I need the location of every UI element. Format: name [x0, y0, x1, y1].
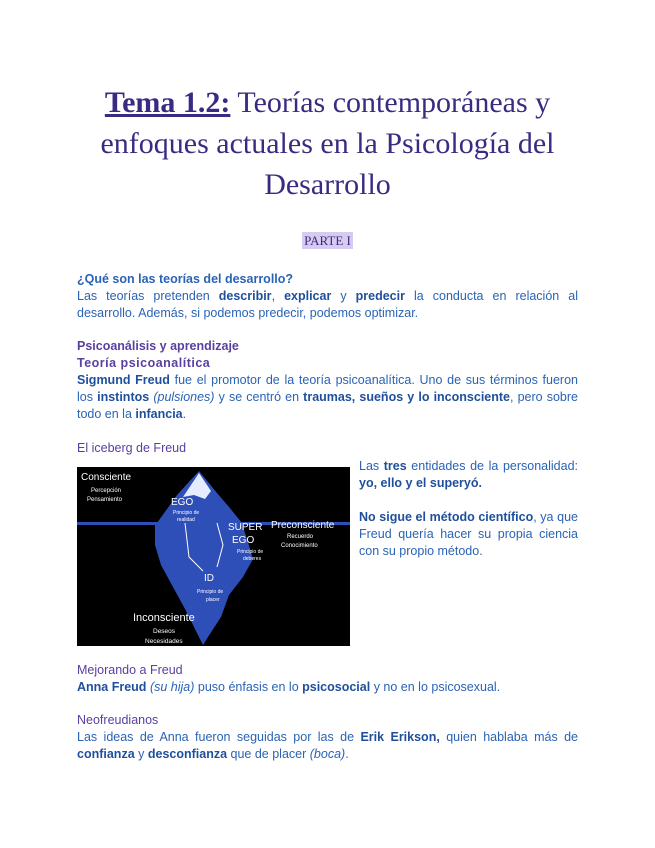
text-run: fue el promotor de la teoría psicoanalítica. Uno de sus términos fueron los: [77, 373, 578, 404]
text-run: y se centró en: [214, 390, 304, 404]
keyword: instintos: [97, 390, 150, 404]
keyword: confianza: [77, 747, 135, 761]
ego-label: EGO: [171, 497, 194, 508]
text-run: Las teorías pretenden: [77, 289, 219, 303]
text-run: que de placer: [227, 747, 310, 761]
keyword: Erik Erikson,: [360, 730, 440, 744]
part-label-text: PARTE I: [304, 233, 351, 248]
keyword: explicar: [284, 289, 332, 303]
text-run: .: [345, 747, 349, 761]
id-sub1: Principio de: [197, 589, 224, 595]
iceberg-diagram: [77, 467, 350, 646]
section-heading: Neofreudianos: [77, 713, 159, 727]
iceberg-side-text-2: [359, 509, 578, 560]
text-run: y no en lo psicosexual.: [370, 680, 501, 694]
title-line1: Teorías contemporáneas y: [230, 86, 551, 119]
text-run: entidades de la personalidad:: [406, 459, 578, 473]
text-run: , pero sobre todo en la: [77, 390, 578, 421]
keyword: infancia: [135, 407, 183, 421]
superego-label-1: SUPER: [228, 522, 263, 533]
keyword: Anna Freud: [77, 680, 147, 694]
section-anna-heading: [77, 662, 578, 679]
section-teorias-paragraph: [77, 288, 578, 322]
italic-note: (pulsiones): [153, 390, 215, 404]
section-anna-paragraph: [77, 679, 578, 696]
keyword: desconfianza: [147, 747, 228, 761]
superego-label-2: EGO: [232, 535, 255, 546]
id-label: ID: [204, 573, 214, 584]
text-run: .: [182, 407, 187, 421]
text-run: y: [331, 289, 356, 303]
text-run: la conducta en relación al desarrollo. Además, si podemos predecir, podemos optimizar.: [77, 289, 578, 320]
title-line3: Desarrollo: [264, 168, 391, 201]
keyword: psicosocial: [302, 680, 371, 694]
text-run: puso énfasis en lo: [194, 680, 303, 694]
keyword: yo, ello y el superyó.: [359, 476, 482, 490]
part-label: [0, 233, 655, 249]
title-line2: enfoques actuales en la Psicología del: [100, 127, 555, 160]
section-psicoanalisis-paragraph: [77, 372, 578, 423]
keyword: predecir: [355, 289, 405, 303]
ego-sub2: realidad: [177, 517, 195, 523]
iceberg-side-text-1: [359, 458, 578, 492]
section-psicoanalisis-heading: [77, 338, 578, 372]
text-run: quien hablaba más de: [439, 730, 578, 744]
section-neofreudianos-paragraph: [77, 729, 578, 763]
italic-note: (boca): [309, 747, 346, 761]
keyword: Sigmund Freud: [77, 373, 170, 387]
page-title: [60, 82, 595, 205]
text-run: Las ideas de Anna fueron seguidas por las de: [77, 730, 361, 744]
section-neofreudianos-heading: [77, 712, 578, 729]
keyword: describir: [218, 289, 272, 303]
section-subheading: Teoría psicoanalítica: [77, 356, 211, 370]
keyword: traumas, sueños y lo inconsciente: [303, 390, 510, 404]
preconsciente-sub2: Conocimiento: [281, 543, 318, 549]
caption-text: El iceberg de Freud: [77, 441, 187, 455]
inconsciente-sub2: Necesidades: [145, 638, 183, 645]
superego-sub2: deberes: [243, 556, 262, 562]
text-run: , ya que Freud quería hacer su propia ciencia con su propio método.: [359, 510, 578, 558]
italic-note: (su hija): [149, 680, 195, 694]
preconsciente-sub1: Recuerdo: [287, 534, 314, 540]
inconsciente-label: Inconsciente: [133, 612, 195, 624]
section-heading: Psicoanálisis y aprendizaje: [77, 339, 239, 353]
keyword: No sigue el método científico: [359, 510, 534, 524]
consciente-label: Consciente: [81, 472, 132, 483]
text-run: ,: [271, 289, 285, 303]
consciente-sub1: Percepción: [91, 488, 122, 494]
ego-sub1: Principio de: [173, 510, 200, 516]
title-prefix: Tema 1.2:: [104, 86, 231, 119]
text-run: Las: [359, 459, 384, 473]
section-teorias-heading: [77, 271, 578, 288]
text-run: y: [134, 747, 148, 761]
superego-sub1: Principio de: [237, 549, 264, 555]
iceberg-image: [77, 467, 350, 646]
id-sub2: placer: [206, 597, 220, 603]
keyword: tres: [383, 459, 407, 473]
iceberg-caption: [77, 440, 578, 457]
inconsciente-sub1: Deseos: [153, 628, 176, 635]
section-heading: ¿Qué son las teorías del desarrollo?: [77, 272, 294, 286]
consciente-sub2: Pensamiento: [87, 497, 123, 503]
preconsciente-label: Preconsciente: [271, 520, 335, 531]
section-heading: Mejorando a Freud: [77, 663, 183, 677]
